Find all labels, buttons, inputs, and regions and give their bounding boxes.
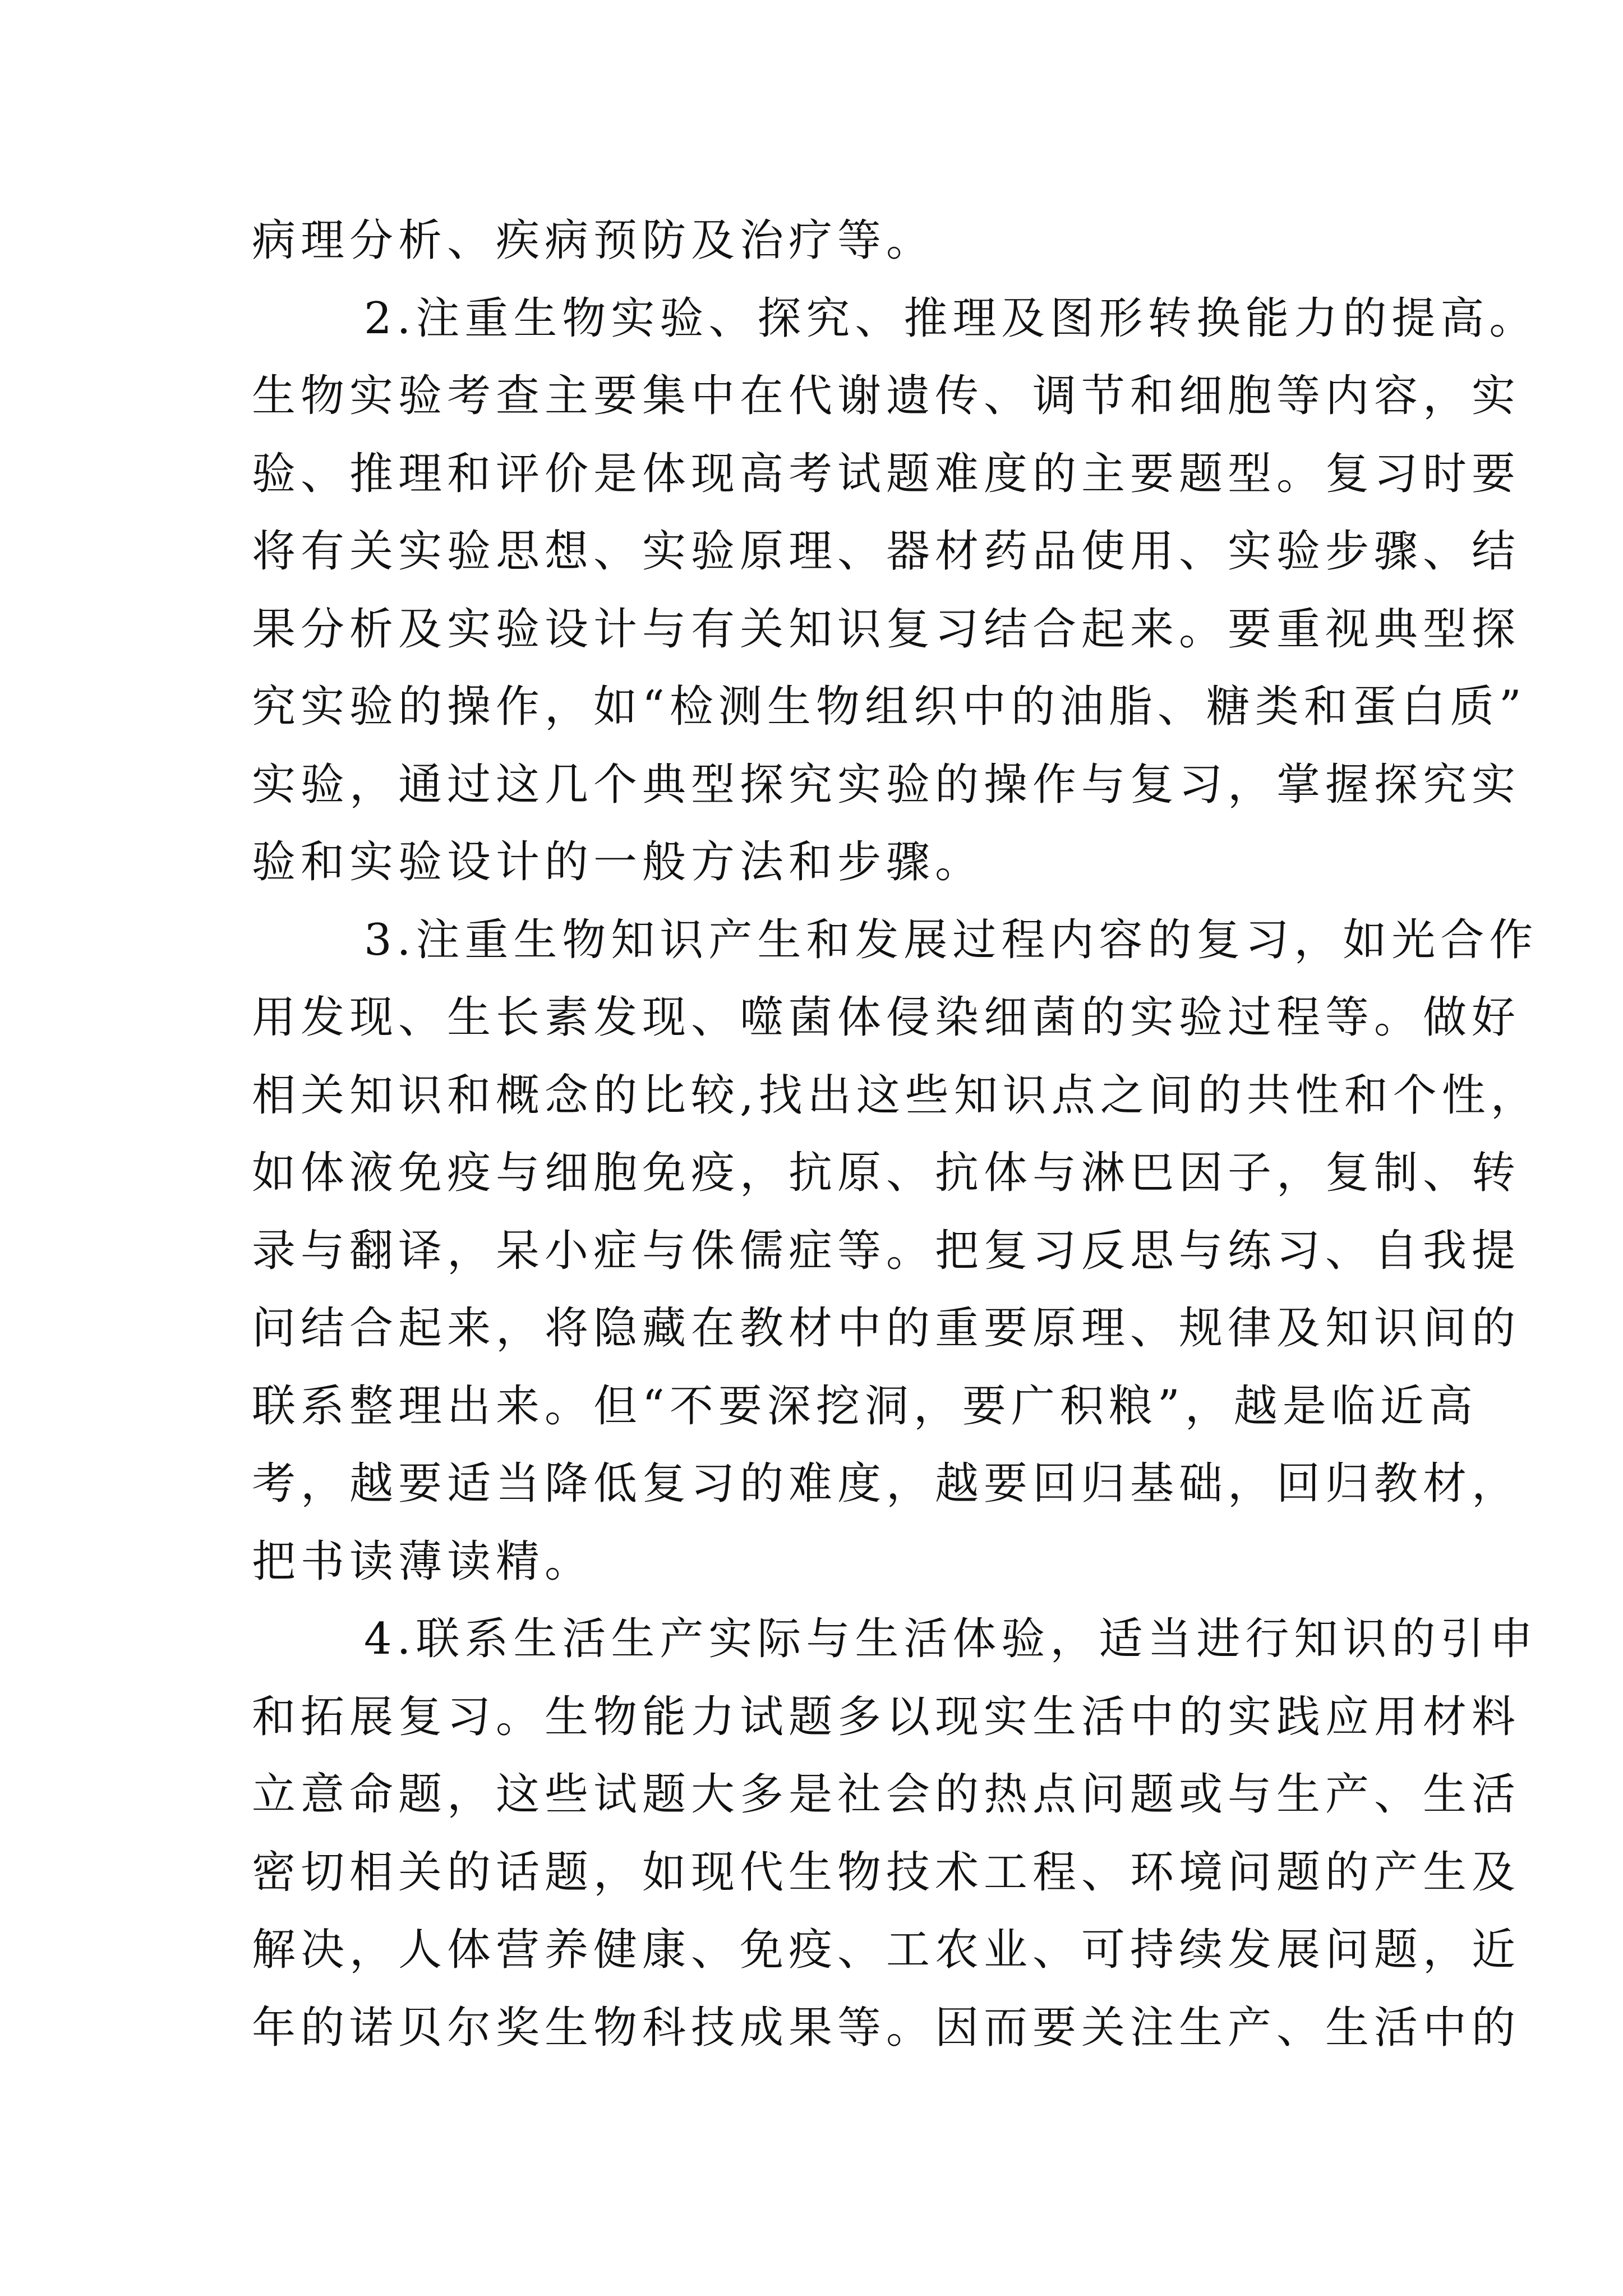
text-line: 年的诺贝尔奖生物科技成果等。因而要关注生产、生活中的 bbox=[252, 2002, 1521, 2053]
text-line: 用发现、生长素发现、噬菌体侵染细菌的实验过程等。做好 bbox=[252, 992, 1521, 1043]
text-line: 密切相关的话题，如现代生物技术工程、环境问题的产生及 bbox=[252, 1847, 1521, 1898]
text-line: 立意命题，这些试题大多是社会的热点问题或与生产、生活 bbox=[252, 1769, 1521, 1820]
text-line: 和拓展复习。生物能力试题多以现实生活中的实践应用材料 bbox=[252, 1691, 1521, 1742]
text-line: 实验，通过这几个典型探究实验的操作与复习，掌握探究实 bbox=[252, 759, 1521, 810]
text-line: 究实验的操作，如“检测生物组织中的油脂、糖类和蛋白质” bbox=[252, 682, 1527, 732]
text-line: 录与翻译，呆小症与侏儒症等。把复习反思与练习、自我提 bbox=[252, 1225, 1521, 1276]
text-line: 如体液免疫与细胞免疫，抗原、抗体与淋巴因子，复制、转 bbox=[252, 1148, 1521, 1198]
text-line: 验和实验设计的一般方法和步骤。 bbox=[252, 837, 984, 887]
paragraph-2-first-line: 2.注重生物实验、探究、推理及图形转换能力的提高。 bbox=[364, 293, 1538, 344]
text-line: 考，越要适当降低复习的难度，越要回归基础，回归教材， bbox=[252, 1458, 1521, 1509]
text-line: 联系整理出来。但“不要深挖洞，要广积粮”，越是临近高 bbox=[252, 1381, 1478, 1432]
text-line: 验、推理和评价是体现高考试题难度的主要题型。复习时要 bbox=[252, 448, 1521, 499]
text-line: 生物实验考查主要集中在代谢遗传、调节和细胞等内容，实 bbox=[252, 371, 1521, 421]
body-text bbox=[252, 202, 1539, 2067]
text-line: 把书读薄读精。 bbox=[252, 1536, 594, 1587]
paragraph-3-first-line: 3.注重生物知识产生和发展过程内容的复习，如光合作 bbox=[364, 914, 1538, 965]
text-line: 病理分析、疾病预防及治疗等。 bbox=[252, 215, 935, 266]
paragraph-4-first-line: 4.联系生活生产实际与生活体验，适当进行知识的引申 bbox=[364, 1614, 1538, 1664]
text-line: 解决，人体营养健康、免疫、工农业、可持续发展问题，近 bbox=[252, 1925, 1521, 1975]
text-line: 果分析及实验设计与有关知识复习结合起来。要重视典型探 bbox=[252, 604, 1521, 655]
text-line: 相关知识和概念的比较,找出这些知识点之间的共性和个性， bbox=[252, 1070, 1539, 1121]
text-line: 将有关实验思想、实验原理、器材药品使用、实验步骤、结 bbox=[252, 526, 1521, 577]
text-line: 问结合起来，将隐藏在教材中的重要原理、规律及知识间的 bbox=[252, 1303, 1521, 1354]
